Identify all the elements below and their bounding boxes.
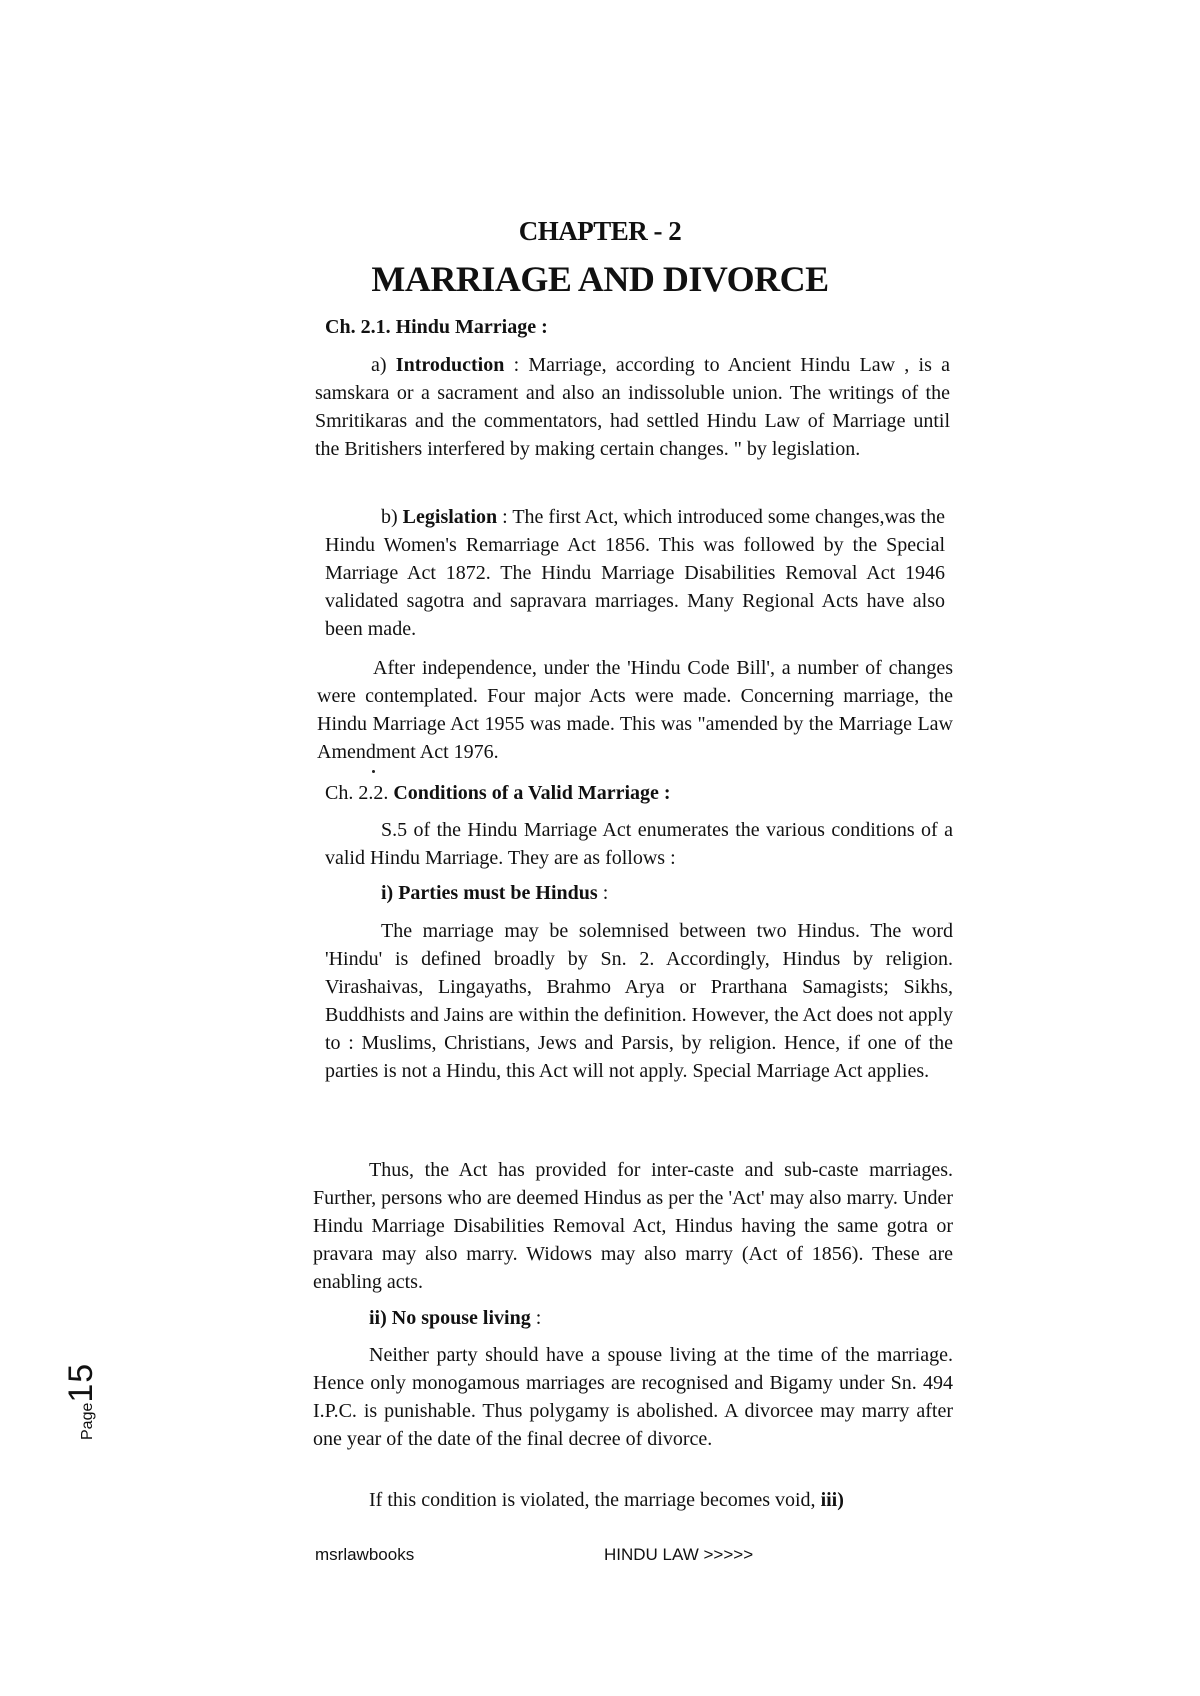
paragraph-parties-hindus: The marriage may be solemnised between two Hindus. The word 'Hindu' is defined broadly by Sn. 2. Accordingly, Hindus by religion. Virashaivas, Lingayaths, Brahmo Arya or Prarthana Samagists; Sikhs, Buddhists and Jains are within the definition. However, the Act does not apply to : Muslims, Christians, Jews and Parsis, by religion. Hence, if one of the parties is not a Hindu, this Act will not apply. Special Marriage Act applies.: [325, 920, 953, 1082]
condition-2-colon: :: [530, 1307, 542, 1329]
heading-bold: Conditions of a Valid Marriage :: [393, 782, 671, 804]
paragraph-violated: [313, 1486, 953, 1514]
condition-1-heading: [381, 882, 608, 905]
section-heading-hindu-marriage: Ch. 2.1. Hindu Marriage :: [325, 316, 548, 338]
legis-text: : The first Act, which introduced some changes,was the Hindu Women's Remarriage Act 1856. This was followed by the Special Marriage Act 1872. The Hindu Marriage Disabilities Removal Act 1946 validated sagotra and sapravara marriages. Many Regional Acts have also been made.: [325, 506, 945, 640]
paragraph-conditions-intro: S.5 of the Hindu Marriage Act enumerates the various conditions of a valid Hindu Marriage. They are as follows :: [325, 819, 953, 869]
intro-term: Introduction: [395, 354, 505, 376]
footer-publisher: msrlawbooks: [315, 1545, 415, 1564]
condition-2-title: ii) No spouse living: [369, 1307, 531, 1329]
legis-prefix: b): [381, 506, 403, 528]
condition-1-title: i) Parties must be Hindus: [381, 882, 598, 904]
paragraph-no-spouse: Neither party should have a spouse living at the time of the marriage. Hence only monogamous marriages are recognised and Bigamy under Sn. 494 I.P.C. is punishable. Thus polygamy is abolished. A divorcee may marry after one year of the date of the final decree of divorce.: [313, 1344, 953, 1450]
paragraph-thus: Thus, the Act has provided for inter-caste and sub-caste marriages. Further, persons who are deemed Hindus as per the 'Act' may also marry. Under Hindu Marriage Disabilities Removal Act, Hindus having the same gotra or pravara may also marry. Widows may also marry (Act of 1856). These are enabling acts.: [313, 1159, 953, 1293]
legis-term: Legislation: [402, 506, 498, 528]
heading-prefix: Ch. 2.2.: [325, 782, 394, 804]
intro-text: : Marriage, according to Ancient Hindu Law , is a samskara or a sacrament and also an indissoluble union. The writings of the Smritikaras and the commentators, had settled Hindu Law of Marriage until the Britishers interfered by making certain changes. " by legislation.: [315, 354, 950, 460]
paragraph-legislation: [325, 503, 945, 643]
condition-1-colon: :: [597, 882, 609, 904]
violated-text: If this condition is violated, the marriage becomes void,: [369, 1489, 821, 1511]
page-number: [62, 1340, 122, 1440]
intro-prefix: a): [371, 354, 396, 376]
page-word: Page: [79, 1402, 96, 1440]
stray-dot: [372, 770, 375, 773]
footer-book-title: HINDU LAW >>>>>: [604, 1545, 754, 1564]
paragraph-introduction: [315, 351, 950, 463]
paragraph-after-independence: After independence, under the 'Hindu Code Bill', a number of changes were contemplated. Four major Acts were made. Concerning marriage, the Hindu Marriage Act 1955 was made. This was "amended by the Marriage Law Amendment Act 1976.: [317, 657, 953, 763]
chapter-label: CHAPTER - 2: [518, 216, 682, 246]
page-digits: 15: [62, 1362, 100, 1403]
violated-next-item: iii): [820, 1489, 844, 1511]
section-heading-valid-marriage: [325, 782, 671, 805]
chapter-title: MARRIAGE AND DIVORCE: [371, 259, 829, 299]
condition-2-heading: [369, 1307, 541, 1330]
